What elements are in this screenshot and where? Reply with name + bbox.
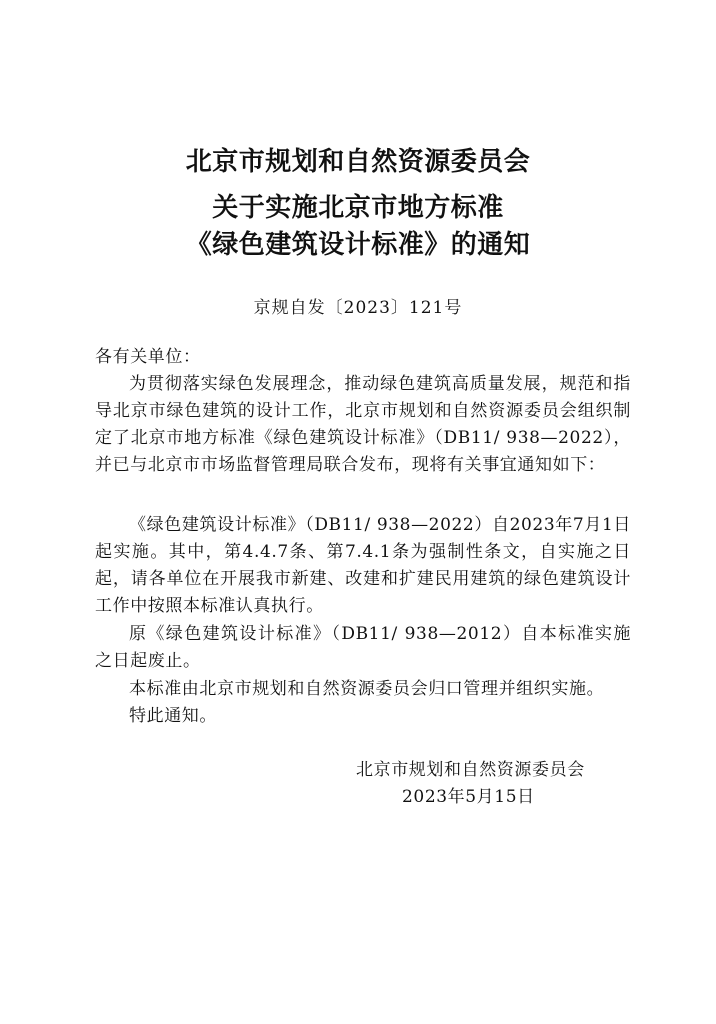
document-number: 京规自发〔2023〕121号 (253, 298, 463, 318)
title-line-1: 北京市规划和自然资源委员会 (185, 147, 531, 177)
paragraph-repeal: 原《绿色建筑设计标准》（DB11/ 938—2012）自本标准实施之日起废止。 (95, 624, 631, 671)
paragraph-purpose: 为贯彻落实绿色发展理念，推动绿色建筑高质量发展，规范和指导北京市绿色建筑的设计工作，北京市规划和自然资源委员会组织制定了北京市地方标准《绿色建筑设计标准》（DB11/ 938—2022），并已与北京市市场监督管理局联合发布，现将有关事宜通知如下： (95, 374, 631, 475)
title-line-2: 关于实施北京市地方标准 (212, 193, 504, 223)
paragraph-management: 本标准由北京市规划和自然资源委员会归口管理并组织实施。 (129, 679, 605, 699)
paragraph-effective-date: 《绿色建筑设计标准》（DB11/ 938—2022）自2023年7月1日起实施。其中，第4.4.7条、第7.4.1条为强制性条文，自实施之日起，请各单位在开展我市新建、改建和扩建民用建筑的绿色建筑设计工作中按照本标准认真执行。 (95, 515, 631, 616)
paragraph-closing: 特此通知。 (129, 706, 217, 726)
salutation: 各有关单位： (95, 347, 201, 367)
signature-date: 2023年5月15日 (402, 787, 535, 807)
signature-organization: 北京市规划和自然资源委员会 (356, 760, 585, 780)
title-line-3: 《绿色建筑设计标准》的通知 (185, 230, 531, 260)
